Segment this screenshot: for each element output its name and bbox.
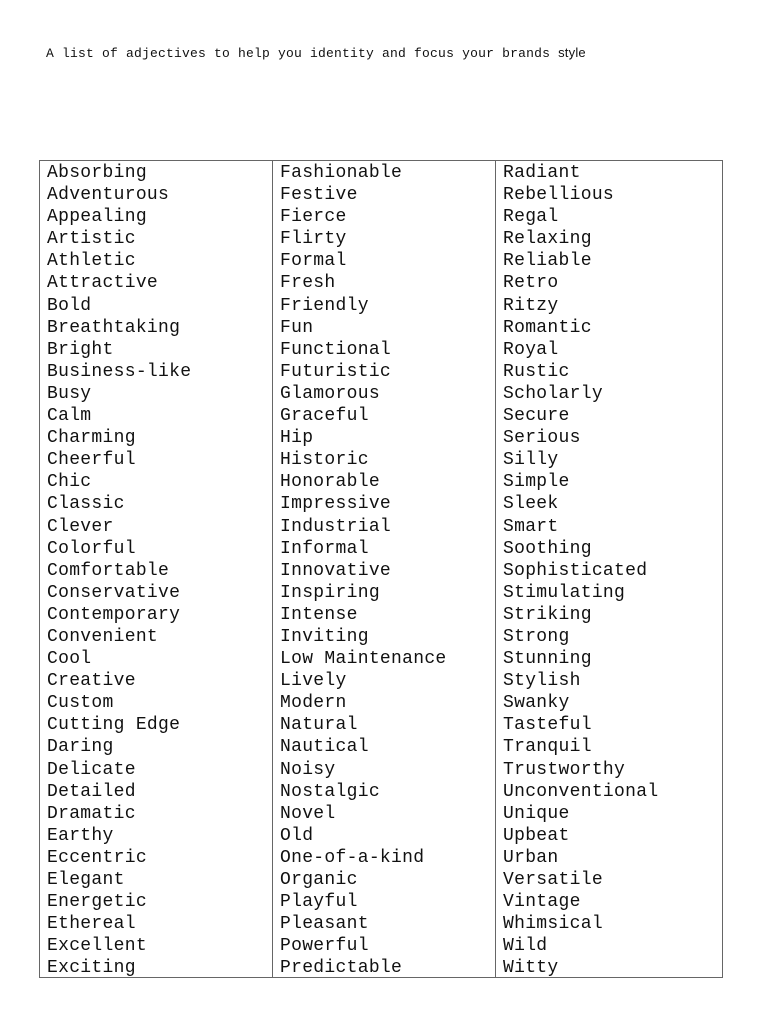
- adjective-cell: Energetic: [47, 892, 147, 913]
- adjective-cell: Hip: [280, 428, 314, 449]
- adjective-cell: Modern: [280, 693, 347, 714]
- adjective-cell: Secure: [503, 406, 570, 427]
- adjective-cell: Industrial: [280, 516, 392, 537]
- adjective-cell: Inviting: [280, 626, 369, 647]
- adjective-cell: Graceful: [280, 406, 369, 427]
- adjective-cell: Powerful: [280, 936, 369, 957]
- adjective-cell: Calm: [47, 406, 92, 427]
- adjective-cell: Historic: [280, 450, 369, 471]
- adjective-cell: Relaxing: [503, 229, 592, 250]
- adjective-cell: Adventurous: [47, 185, 170, 206]
- adjective-cell: Nautical: [280, 737, 369, 758]
- adjective-cell: Innovative: [280, 560, 392, 581]
- adjective-cell: Novel: [280, 803, 336, 824]
- adjective-cell: Sophisticated: [503, 560, 648, 581]
- adjective-cell: Classic: [47, 494, 125, 515]
- adjective-cell: Playful: [280, 892, 358, 913]
- heading-text: A list of adjectives to help you identity and focus your brands: [46, 46, 551, 61]
- adjective-cell: Unique: [503, 803, 570, 824]
- adjective-cell: Strong: [503, 626, 570, 647]
- adjective-cell: Striking: [503, 604, 592, 625]
- adjective-cell: Earthy: [47, 825, 114, 846]
- adjective-cell: Friendly: [280, 295, 369, 316]
- adjective-cell: Lively: [280, 671, 347, 692]
- adjective-cell: Radiant: [503, 163, 581, 183]
- adjective-column-2: [272, 161, 495, 977]
- adjective-cell: Inspiring: [280, 582, 380, 603]
- adjective-column-1: [40, 161, 272, 977]
- adjective-cell: Swanky: [503, 693, 570, 714]
- adjective-cell: Stunning: [503, 649, 592, 670]
- adjective-cell: Rustic: [503, 361, 570, 382]
- adjective-cell: Convenient: [47, 626, 159, 647]
- adjective-cell: Bright: [47, 339, 114, 360]
- adjective-cell: Versatile: [503, 870, 603, 890]
- adjective-cell: Clever: [47, 516, 114, 537]
- adjective-cell: Creative: [47, 671, 136, 692]
- adjective-cell: Colorful: [47, 538, 136, 559]
- adjective-cell: Fun: [280, 317, 314, 338]
- adjective-cell: Predictable: [280, 958, 403, 979]
- adjective-cell: Stylish: [503, 671, 581, 692]
- adjective-cell: Tranquil: [503, 737, 592, 758]
- adjective-cell: Pleasant: [280, 914, 369, 935]
- adjective-cell: Athletic: [47, 251, 136, 272]
- adjective-cell: Witty: [503, 958, 559, 979]
- adjective-cell: Daring: [47, 737, 114, 758]
- adjective-cell: Informal: [280, 538, 369, 559]
- adjective-cell: Retro: [503, 273, 559, 294]
- adjective-cell: Old: [280, 825, 314, 846]
- adjective-cell: Ethereal: [47, 914, 136, 935]
- adjective-cell: Tasteful: [503, 715, 592, 736]
- adjective-cell: Royal: [503, 339, 559, 360]
- adjective-cell: Serious: [503, 428, 581, 449]
- heading-tail: style: [558, 45, 586, 60]
- adjective-cell: Busy: [47, 383, 92, 404]
- adjective-cell: Comfortable: [47, 560, 170, 581]
- adjective-cell: Vintage: [503, 892, 581, 913]
- adjective-cell: Flirty: [280, 229, 347, 250]
- adjective-cell: Fierce: [280, 207, 347, 228]
- adjective-cell: Soothing: [503, 538, 592, 559]
- adjective-cell: Excellent: [47, 936, 147, 957]
- adjective-cell: Festive: [280, 185, 358, 206]
- adjective-cell: Stimulating: [503, 582, 626, 603]
- adjective-cell: Dramatic: [47, 803, 136, 824]
- adjective-cell: Breathtaking: [47, 317, 181, 338]
- adjective-cell: Noisy: [280, 759, 336, 780]
- adjective-cell: Cheerful: [47, 450, 136, 471]
- adjective-cell: Intense: [280, 604, 358, 625]
- adjective-cell: Charming: [47, 428, 136, 449]
- adjective-cell: Appealing: [47, 207, 147, 228]
- adjective-cell: Romantic: [503, 317, 592, 338]
- adjective-cell: Urban: [503, 847, 559, 868]
- adjective-cell: Natural: [280, 715, 358, 736]
- adjective-cell: Whimsical: [503, 914, 603, 935]
- adjective-cell: Simple: [503, 472, 570, 493]
- adjective-cell: Reliable: [503, 251, 592, 272]
- adjective-column-3: [495, 161, 722, 977]
- adjective-cell: Exciting: [47, 958, 136, 979]
- adjective-cell: Smart: [503, 516, 559, 537]
- adjective-cell: Conservative: [47, 582, 181, 603]
- adjective-cell: Futuristic: [280, 361, 392, 382]
- adjective-cell: Elegant: [47, 870, 125, 890]
- adjective-cell: Organic: [280, 870, 358, 890]
- adjective-cell: Upbeat: [503, 825, 570, 846]
- adjective-cell: Low Maintenance: [280, 649, 447, 670]
- adjective-cell: Ritzy: [503, 295, 559, 316]
- adjective-cell: Trustworthy: [503, 759, 626, 780]
- adjective-cell: Fashionable: [280, 163, 403, 183]
- adjective-cell: Functional: [280, 339, 392, 360]
- adjective-cell: Artistic: [47, 229, 136, 250]
- page-heading: [46, 44, 586, 62]
- adjective-cell: One-of-a-kind: [280, 847, 425, 868]
- adjective-cell: Custom: [47, 693, 114, 714]
- adjective-cell: Detailed: [47, 781, 136, 802]
- adjective-cell: Scholarly: [503, 383, 603, 404]
- adjective-cell: Cutting Edge: [47, 715, 181, 736]
- adjective-cell: Bold: [47, 295, 92, 316]
- adjective-cell: Wild: [503, 936, 548, 957]
- adjective-cell: Delicate: [47, 759, 136, 780]
- adjective-cell: Eccentric: [47, 847, 147, 868]
- adjective-cell: Formal: [280, 251, 347, 272]
- adjective-cell: Attractive: [47, 273, 159, 294]
- adjective-cell: Business-like: [47, 361, 192, 382]
- adjective-cell: Honorable: [280, 472, 380, 493]
- adjective-cell: Rebellious: [503, 185, 615, 206]
- adjective-table: [39, 160, 723, 978]
- adjective-cell: Contemporary: [47, 604, 181, 625]
- adjective-cell: Glamorous: [280, 383, 380, 404]
- adjective-cell: Regal: [503, 207, 559, 228]
- adjective-cell: Silly: [503, 450, 559, 471]
- adjective-cell: Fresh: [280, 273, 336, 294]
- adjective-cell: Cool: [47, 649, 92, 670]
- adjective-cell: Impressive: [280, 494, 392, 515]
- adjective-cell: Chic: [47, 472, 92, 493]
- adjective-cell: Nostalgic: [280, 781, 380, 802]
- adjective-cell: Sleek: [503, 494, 559, 515]
- adjective-cell: Absorbing: [47, 163, 147, 183]
- adjective-cell: Unconventional: [503, 781, 659, 802]
